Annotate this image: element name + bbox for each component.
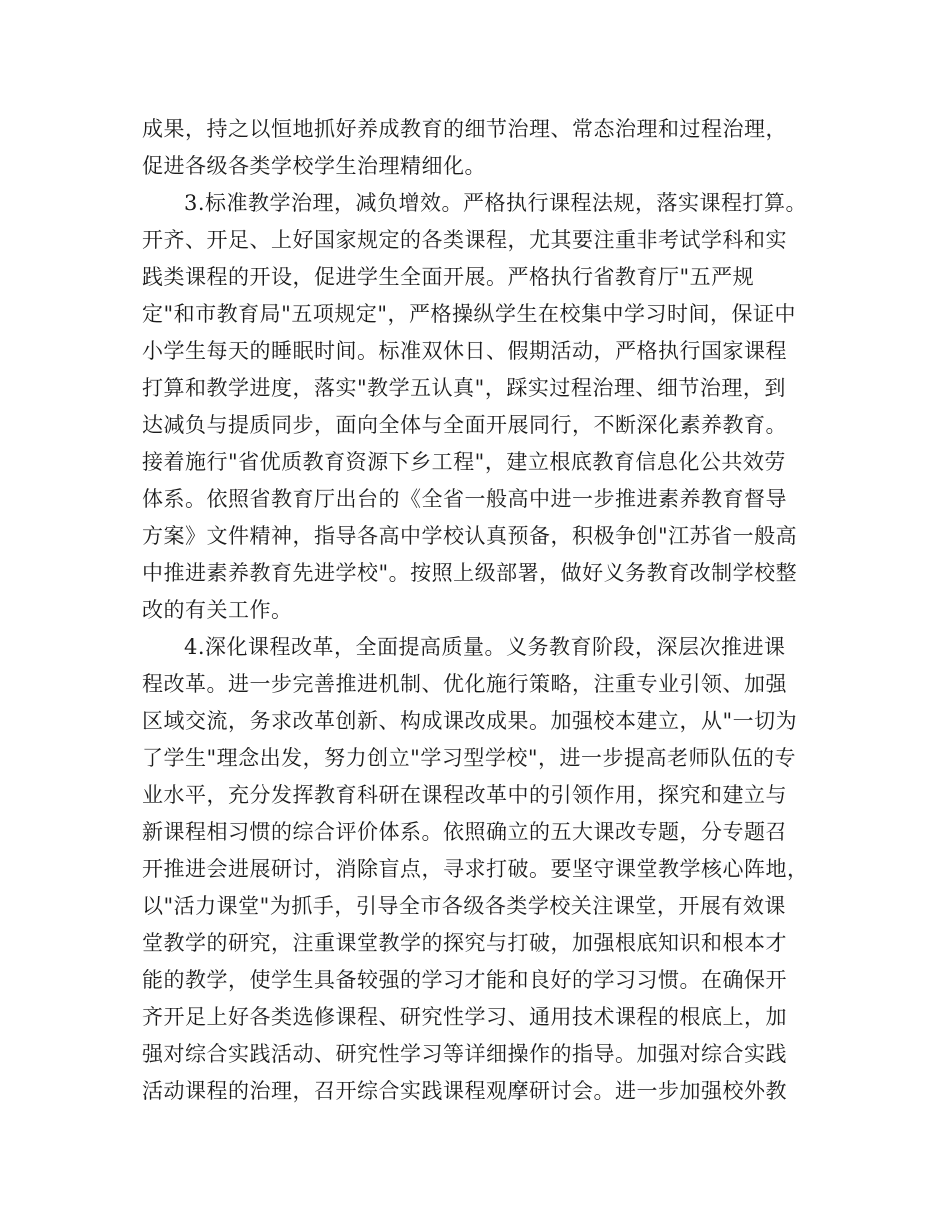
document-body (142, 111, 842, 1110)
text-line: 改的有关工作。 (142, 598, 293, 622)
text-line: 促进各级各类学校学生治理精细化。 (142, 154, 486, 178)
text-line: 小学生每天的睡眠时间。标准双休日、假期活动，严格执行国家课程 (142, 339, 787, 363)
paragraph-4-heading-line: 4.深化课程改革，全面提高质量。义务教育阶段，深层次推进课 (184, 635, 786, 659)
text-line: 业水平，充分发挥教育科研在课程改革中的引领作用，探究和建立与 (142, 783, 787, 807)
text-line: 开推进会进展研讨，消除盲点，寻求打破。要坚守课堂教学核心阵地， (142, 857, 809, 881)
text-line: 以"活力课堂"为抓手，引导全市各级各类学校关注课堂，开展有效课 (142, 894, 786, 918)
text-line: 新课程相习惯的综合评价体系。依照确立的五大课改专题，分专题召 (142, 820, 787, 844)
text-line: 践类课程的开设，促进学生全面开展。严格执行省教育厅"五严规 (142, 265, 755, 289)
text-line: 区域交流，务求改革创新、构成课改成果。加强校本建立，从"一切为 (142, 709, 798, 733)
text-line: 开齐、开足、上好国家规定的各类课程，尤其要注重非考试学科和实 (142, 228, 787, 252)
text-line: 达减负与提质同步，面向全体与全面开展同行，不断深化素养教育。 (142, 413, 787, 437)
paragraph-3-heading-line: 3.标准教学治理，减负增效。严格执行课程法规，落实课程打算。 (184, 191, 808, 215)
text-line: 齐开足上好各类选修课程、研究性学习、通用技术课程的根底上，加 (142, 1005, 787, 1029)
text-line: 打算和教学进度，落实"教学五认真"，踩实过程治理、细节治理，到 (142, 376, 786, 400)
text-line: 程改革。进一步完善推进机制、优化施行策略，注重专业引领、加强 (142, 672, 787, 696)
text-line: 活动课程的治理，召开综合实践课程观摩研讨会。进一步加强校外教 (142, 1079, 787, 1103)
text-line: 成果，持之以恒地抓好养成教育的细节治理、常态治理和过程治理， (142, 117, 787, 141)
text-line: 定"和市教育局"五项规定"，严格操纵学生在校集中学习时间，保证中 (142, 302, 796, 326)
text-line: 堂教学的研究，注重课堂教学的探究与打破，加强根底知识和根本才 (142, 931, 787, 955)
text-line: 体系。依照省教育厅出台的《全省一般高中进一步推进素养教育督导 (142, 487, 787, 511)
text-line: 接着施行"省优质教育资源下乡工程"，建立根底教育信息化公共效劳 (142, 450, 786, 474)
text-line: 方案》文件精神，指导各高中学校认真预备，积极争创"江苏省一般高 (142, 524, 798, 548)
text-line: 中推进素养教育先进学校"。按照上级部署，做好义务教育改制学校整 (142, 561, 798, 585)
text-line: 能的教学，使学生具备较强的学习才能和良好的学习习惯。在确保开 (142, 968, 787, 992)
text-line: 强对综合实践活动、研究性学习等详细操作的指导。加强对综合实践 (142, 1042, 787, 1066)
text-line: 了学生"理念出发，努力创立"学习型学校"，进一步提高老师队伍的专 (142, 746, 796, 770)
